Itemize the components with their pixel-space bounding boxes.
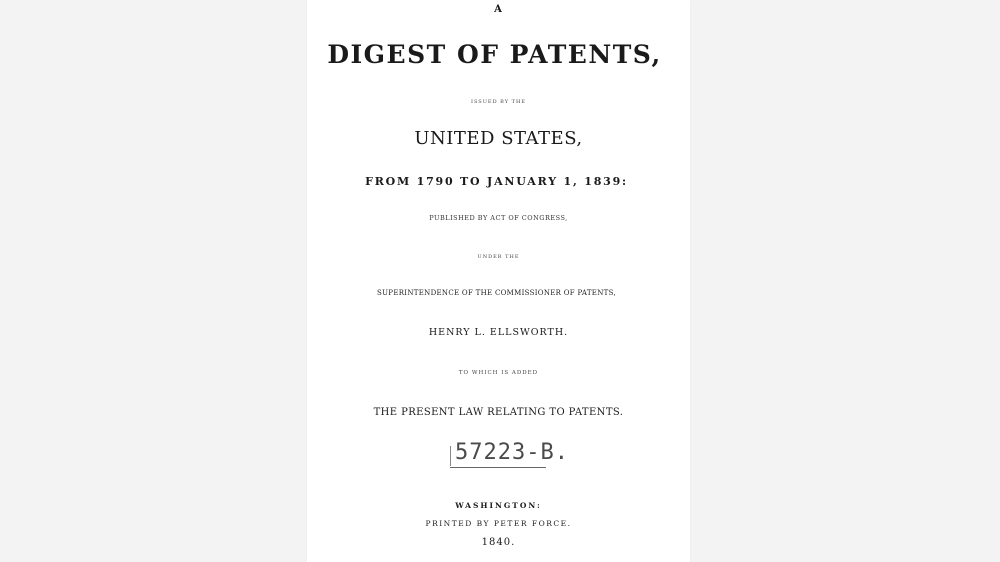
added-line: TO WHICH IS ADDED [458, 370, 539, 376]
country-line: UNITED STATES, [414, 128, 583, 149]
library-stamp-number: 57223-B. [455, 440, 569, 465]
law-line: THE PRESENT LAW RELATING TO PATENTS. [373, 407, 624, 418]
under-line: UNDER THE [477, 254, 520, 260]
date-range-line: FROM 1790 TO JANUARY 1, 1839: [365, 175, 628, 188]
imprint-year: 1840. [481, 537, 516, 548]
title-page [307, 0, 690, 562]
commissioner-name: HENRY L. ELLSWORTH. [428, 327, 569, 338]
title-article: A [494, 4, 503, 15]
issued-by-line: ISSUED BY THE [470, 99, 527, 105]
stamp-underline [450, 467, 546, 468]
book-title: DIGEST OF PATENTS, [327, 40, 662, 69]
imprint-printer: PRINTED BY PETER FORCE. [425, 519, 572, 528]
superintendence-line: SUPERINTENDENCE OF THE COMMISSIONER OF PATENTS, [377, 289, 616, 297]
stamp-border-left [450, 446, 451, 466]
published-line: PUBLISHED BY ACT OF CONGRESS, [429, 214, 568, 222]
imprint-city: WASHINGTON: [455, 501, 542, 510]
